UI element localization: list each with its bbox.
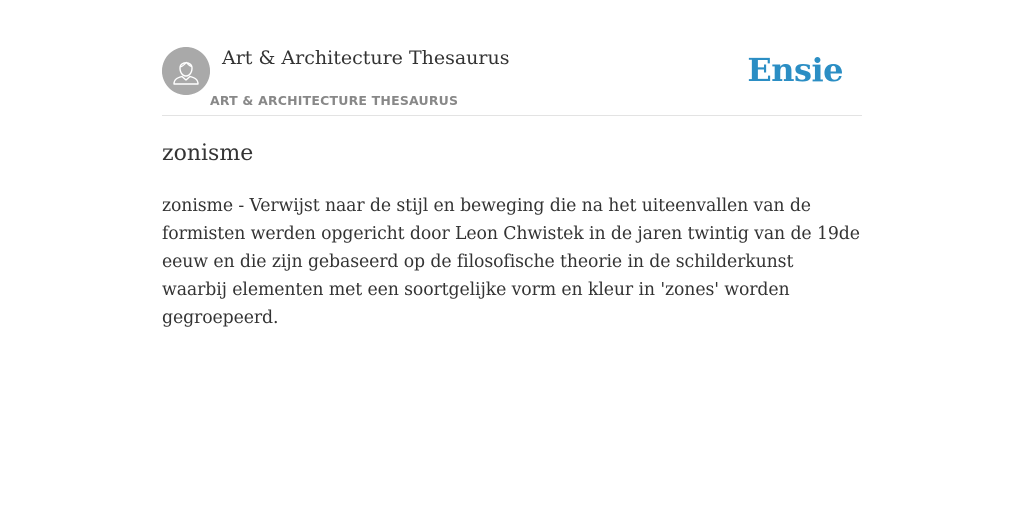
avatar[interactable] bbox=[162, 47, 210, 95]
entry-title: zonisme bbox=[162, 141, 254, 166]
brand-logo[interactable]: Ensie bbox=[747, 51, 843, 89]
source-label[interactable]: ART & ARCHITECTURE THESAURUS bbox=[210, 93, 459, 108]
entry-header bbox=[162, 46, 862, 116]
author-name[interactable]: Art & Architecture Thesaurus bbox=[222, 47, 510, 69]
user-silhouette-icon bbox=[162, 47, 210, 95]
entry-definition: zonisme - Verwijst naar de stijl en beweging die na het uiteenvallen van de formisten werden opgericht door Leon Chwistek in de jaren twintig van de 19de eeuw en die zijn gebaseerd op de filosofische theorie in de schilderkunst waarbij elementen met een soortgelijke vorm en kleur in 'zones' worden gegroepeerd. bbox=[162, 196, 860, 328]
